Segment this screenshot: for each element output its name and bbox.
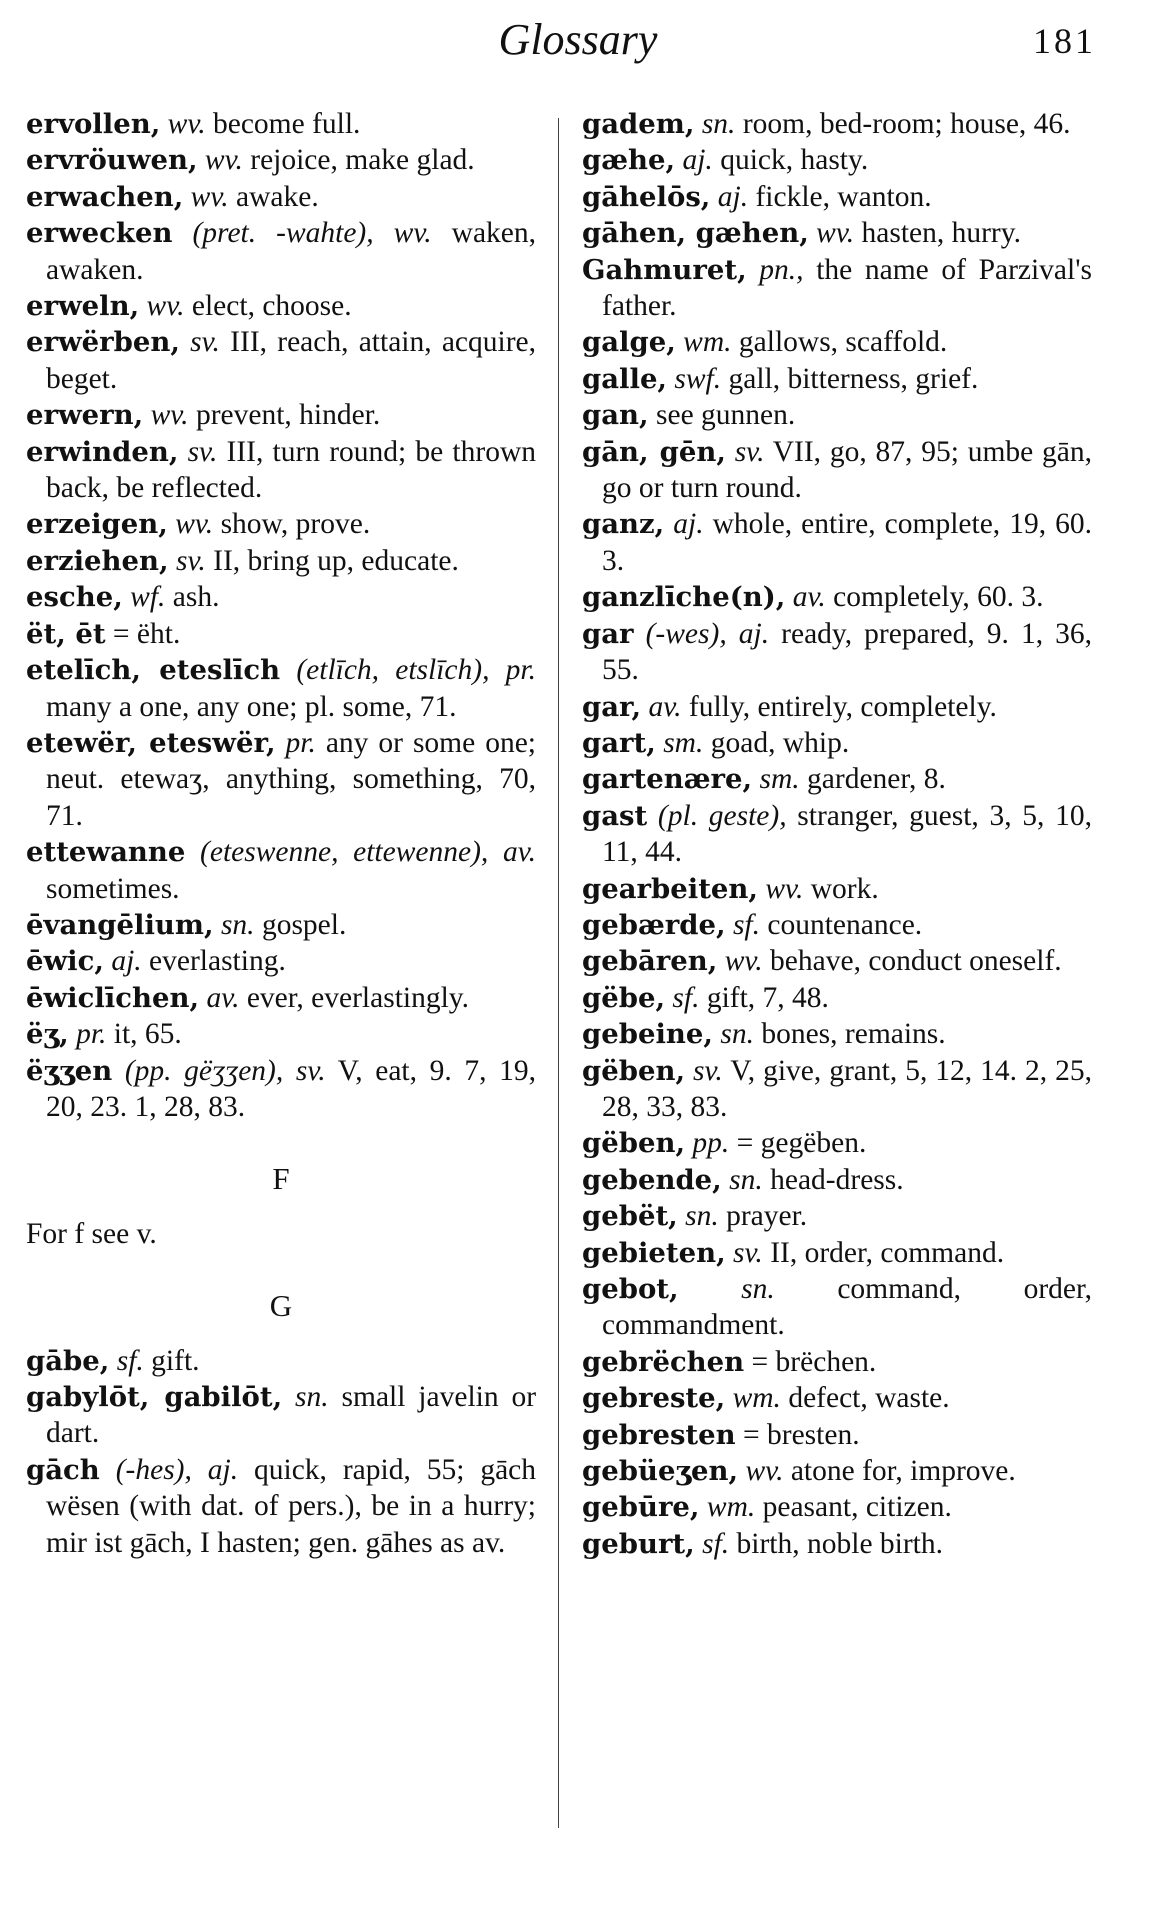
page-title: Glossary [498, 15, 658, 64]
entry-definition: rejoice, make glad. [250, 144, 475, 177]
entry-definition: become full. [212, 108, 361, 140]
entry-grammar: wv. [816, 217, 855, 250]
entry-definition: awake. [236, 180, 319, 213]
entry-definition: VII, go, 87, 95; umbe gān, go or turn round. [602, 435, 1092, 505]
entry-grammar: sv. [733, 1236, 763, 1269]
glossary-entry [26, 1016, 536, 1052]
entry-headword: gebieten, [582, 1236, 726, 1269]
entry-grammar: sm. [759, 763, 800, 796]
entry-grammar: wv. [204, 144, 243, 177]
entry-headword: gebende, [582, 1163, 722, 1196]
glossary-entry [582, 798, 1092, 871]
entry-definition: gospel. [261, 908, 347, 941]
glossary-entry [582, 106, 1092, 142]
entry-headword: gebrëchen [582, 1345, 745, 1378]
entry-definition: elect, choose. [191, 290, 352, 323]
entry-definition: countenance. [767, 908, 923, 941]
entry-definition: any or some one; neut. etewaʒ, anything, something, 70, 71. [46, 726, 536, 832]
entry-grammar: av. [792, 581, 826, 614]
entry-grammar: sm. [663, 726, 704, 759]
glossary-entry [582, 1271, 1092, 1344]
entry-headword: ervollen, [26, 108, 161, 140]
entry-grammar: wm. [706, 1491, 756, 1524]
entry-definition: completely, 60. 3. [833, 581, 1044, 614]
left-entries-b [26, 1343, 536, 1561]
entry-definition: quick, rapid, 55; gāch wësen (with dat. of pers.), be in a hurry; mir ist gāch, I hasten; gen. gāhes as av. [46, 1453, 537, 1559]
entry-headword: gebot, [582, 1273, 679, 1305]
entry-headword: gebūre, [582, 1491, 700, 1524]
entry-headword: gadem, [582, 108, 695, 140]
glossary-entry [582, 1380, 1092, 1416]
glossary-entry [26, 1343, 536, 1379]
entry-definition: ready, prepared, 9. 1, 36, 55. [602, 617, 1093, 687]
entry-headword: gāhelōs, [582, 180, 711, 213]
entry-definition: command, order, commandment. [602, 1273, 1093, 1342]
entry-definition: defect, waste. [788, 1382, 950, 1415]
entry-headword: ganz, [582, 508, 665, 541]
glossary-entry [26, 543, 536, 579]
entry-headword: gebët, [582, 1200, 678, 1233]
entry-headword: ēwiclīchen, [26, 981, 200, 1014]
entry-headword: gast [582, 799, 648, 832]
glossary-entry [26, 1452, 536, 1561]
entry-definition: it, 65. [113, 1018, 182, 1051]
entry-headword: gëben, [582, 1127, 686, 1160]
entry-definition: waken, awaken. [46, 217, 537, 286]
glossary-entry [26, 980, 536, 1016]
entry-grammar: sn. [295, 1381, 329, 1413]
entry-definition: show, prove. [220, 508, 371, 541]
entry-definition: atone for, improve. [790, 1455, 1016, 1488]
entry-grammar: pr. [285, 726, 316, 759]
entry-grammar: aj. [673, 508, 704, 541]
entry-definition: gift. [151, 1344, 200, 1377]
entry-definition: work. [810, 872, 879, 905]
glossary-entry [582, 142, 1092, 178]
entry-headword: Gahmuret, [582, 253, 747, 286]
entry-headword: esche, [26, 581, 123, 614]
page-number: 181 [1033, 21, 1096, 61]
entry-headword: ganzlīche(n), [582, 581, 786, 614]
entry-headword: gëben, [582, 1054, 686, 1087]
entry-grammar: sv. [187, 435, 218, 468]
entry-headword: gān, gēn, [582, 435, 726, 468]
entry-definition: quick, hasty. [720, 144, 869, 177]
glossary-entry [26, 579, 536, 615]
entry-grammar: (pl. geste), [657, 799, 787, 832]
entry-grammar: av. [206, 981, 240, 1014]
entry-grammar: (etlīch, etslīch), pr. [296, 654, 536, 687]
entry-headword: ēvangēlium, [26, 908, 214, 941]
glossary-entry [26, 215, 536, 288]
entry-definition: = ëht. [112, 617, 181, 650]
entry-grammar: sf. [672, 981, 700, 1014]
entry-headword: gan, [582, 399, 649, 432]
glossary-entry [26, 1379, 536, 1452]
glossary-entry [582, 1417, 1092, 1453]
glossary-entry [582, 1235, 1092, 1271]
glossary-entry [582, 871, 1092, 907]
glossary-entry [582, 980, 1092, 1016]
entry-headword: gebreste, [582, 1382, 726, 1415]
glossary-entry [582, 579, 1092, 615]
entry-definition: gallows, scaffold. [738, 326, 948, 359]
entry-definition: birth, noble birth. [736, 1527, 944, 1560]
glossary-entry [26, 943, 536, 979]
glossary-entry [582, 1016, 1092, 1052]
entry-headword: gart, [582, 726, 656, 759]
glossary-entry [582, 1344, 1092, 1380]
entry-grammar: (pp. gëʒʒen), sv. [124, 1054, 326, 1087]
entry-headword: erziehen, [26, 544, 169, 577]
entry-grammar: sf. [116, 1344, 144, 1377]
entry-definition: head-dress. [770, 1163, 904, 1196]
entry-definition: prayer. [726, 1200, 808, 1233]
entry-grammar: aj. [682, 144, 713, 177]
glossary-entry [26, 106, 536, 142]
entry-headword: ervröuwen, [26, 144, 198, 177]
entry-headword: gabylōt, gabilōt, [26, 1381, 283, 1413]
entry-definition: = gegëben. [736, 1127, 867, 1160]
glossary-entry [582, 907, 1092, 943]
entry-headword: etewër, eteswër, [26, 726, 276, 759]
glossary-entry [582, 1198, 1092, 1234]
entry-headword: etelīch, eteslīch [26, 654, 281, 687]
entry-definition: hasten, hurry. [861, 217, 1021, 250]
glossary-entry [26, 725, 536, 834]
glossary-entry [26, 142, 536, 178]
glossary-entry [582, 324, 1092, 360]
right-column [582, 106, 1092, 1562]
entry-headword: gar, [582, 690, 642, 723]
glossary-entry [26, 907, 536, 943]
entry-definition: II, bring up, educate. [213, 544, 459, 577]
entry-headword: geburt, [582, 1527, 695, 1560]
entry-grammar: sn. [729, 1163, 763, 1196]
glossary-entry [26, 616, 536, 652]
entry-headword: gāch [26, 1453, 100, 1486]
entry-grammar: pr. [76, 1018, 107, 1051]
entry-headword: gebeine, [582, 1018, 713, 1051]
entry-headword: gartenære, [582, 763, 753, 796]
entry-grammar: sv. [693, 1054, 723, 1087]
entry-headword: erwinden, [26, 435, 179, 468]
left-column [26, 106, 536, 1561]
glossary-entry [26, 1053, 536, 1126]
glossary-entry [582, 1453, 1092, 1489]
entry-grammar: wv. [190, 180, 229, 213]
glossary-entry [26, 288, 536, 324]
entry-definition: ever, everlastingly. [246, 981, 470, 1014]
glossary-entry [582, 506, 1092, 579]
glossary-entry [582, 1526, 1092, 1562]
section-letter-f: F [272, 1161, 290, 1197]
entry-headword: ëʒʒen [26, 1054, 113, 1087]
glossary-entry [582, 943, 1092, 979]
entry-grammar: sn. [701, 108, 736, 140]
entry-headword: erwachen, [26, 180, 184, 213]
glossary-entry [26, 179, 536, 215]
glossary-entry [582, 616, 1092, 689]
entry-definition: II, order, command. [770, 1236, 1005, 1269]
entry-grammar: wv. [765, 872, 804, 905]
entry-definition: ash. [172, 581, 220, 614]
entry-grammar: sf. [732, 908, 760, 941]
glossary-entry [582, 1125, 1092, 1161]
entry-grammar: swf. [674, 362, 722, 395]
entry-definition: gall, bitterness, grief. [728, 362, 979, 395]
entry-definition: goad, whip. [710, 726, 850, 759]
entry-headword: ët, ēt [26, 617, 106, 650]
entry-definition: V, eat, 9. 7, 19, 20, 23. 1, 28, 83. [46, 1054, 536, 1123]
glossary-entry [582, 1489, 1092, 1525]
entry-headword: gābe, [26, 1344, 110, 1377]
entry-headword: gebærde, [582, 908, 726, 941]
column-divider [558, 118, 559, 1828]
entry-definition: behave, conduct oneself. [770, 945, 1062, 978]
entry-grammar: sn. [220, 908, 255, 941]
entry-definition: the name of Parzival's father. [602, 253, 1093, 323]
entry-definition: small javelin or dart. [46, 1381, 537, 1450]
entry-headword: erwern, [26, 399, 144, 432]
glossary-entry [26, 652, 536, 725]
entry-grammar: wm. [732, 1382, 781, 1415]
entry-grammar: (pret. -wahte), wv. [192, 217, 432, 250]
entry-definition: = brëchen. [751, 1345, 877, 1378]
entry-definition: whole, entire, complete, 19, 60. 3. [602, 508, 1092, 577]
entry-grammar: pp. [692, 1127, 730, 1160]
glossary-entry [26, 506, 536, 542]
entry-definition: everlasting. [149, 945, 286, 978]
entry-grammar: wv. [146, 290, 185, 323]
entry-grammar: wf. [130, 581, 166, 614]
entry-headword: ēwic, [26, 945, 104, 978]
right-entries [582, 106, 1092, 1562]
glossary-entry [26, 397, 536, 433]
entry-definition: peasant, citizen. [762, 1491, 952, 1524]
entry-definition: sometimes. [46, 872, 180, 905]
left-entries-a [26, 106, 536, 1125]
entry-grammar: aj. [111, 945, 142, 978]
entry-headword: gebresten [582, 1418, 736, 1451]
glossary-entry [582, 434, 1092, 507]
entry-headword: galge, [582, 326, 676, 359]
entry-grammar: sv. [190, 326, 220, 359]
glossary-entry [26, 434, 536, 507]
entry-grammar: wv. [167, 108, 206, 140]
entry-headword: ettewanne [26, 836, 186, 869]
entry-grammar: wm. [683, 326, 732, 359]
entry-grammar: sv. [175, 544, 206, 577]
glossary-entry [582, 725, 1092, 761]
entry-headword: erwërben, [26, 326, 180, 359]
entry-definition: room, bed-room; house, 46. [742, 108, 1071, 140]
entry-definition: fickle, wanton. [755, 180, 932, 213]
entry-grammar: wv. [175, 508, 214, 541]
entry-grammar: (eteswenne, ettewenne), av. [200, 836, 536, 869]
entry-headword: erweln, [26, 290, 140, 323]
glossary-entry [582, 761, 1092, 797]
entry-definition: see gunnen. [656, 399, 796, 432]
entry-grammar: sn. [685, 1200, 719, 1233]
entry-headword: gæhe, [582, 144, 676, 177]
glossary-entry [582, 252, 1092, 325]
entry-definition: prevent, hinder. [195, 399, 381, 432]
glossary-entry [26, 834, 536, 907]
entry-definition: many a one, any one; pl. some, 71. [46, 690, 457, 723]
cross-reference-note: For f see v. [26, 1217, 157, 1250]
entry-grammar: wv. [724, 945, 763, 978]
glossary-entry [582, 215, 1092, 251]
entry-definition: stranger, guest, 3, 5, 10, 11, 44. [602, 799, 1092, 869]
entry-headword: gar [582, 617, 634, 650]
glossary-entry [582, 1053, 1092, 1126]
entry-grammar: sf. [702, 1527, 730, 1560]
entry-grammar: (-wes), aj. [645, 617, 770, 650]
entry-definition: gift, 7, 48. [706, 981, 829, 1014]
entry-headword: ëʒ, [26, 1018, 69, 1051]
glossary-entry [582, 689, 1092, 725]
entry-headword: gebāren, [582, 945, 718, 978]
entry-headword: galle, [582, 362, 668, 395]
entry-headword: gāhen, gæhen, [582, 217, 809, 250]
section-letter-g: G [269, 1288, 293, 1324]
entry-headword: gearbeiten, [582, 872, 758, 905]
entry-headword: gebüeʒen, [582, 1455, 739, 1488]
entry-grammar: wv. [150, 399, 189, 432]
entry-definition: gardener, 8. [807, 763, 946, 796]
entry-grammar: sn. [720, 1018, 754, 1051]
entry-definition: V, give, grant, 5, 12, 14. 2, 25, 28, 33, 83. [602, 1054, 1093, 1123]
entry-grammar: (-hes), aj. [115, 1453, 239, 1486]
entry-definition: III, turn round; be thrown back, be reflected. [46, 435, 536, 505]
entry-headword: erwecken [26, 217, 173, 250]
glossary-entry [582, 179, 1092, 215]
entry-definition: III, reach, attain, acquire, beget. [46, 326, 537, 395]
glossary-entry [26, 324, 536, 397]
entry-headword: gëbe, [582, 981, 666, 1014]
glossary-entry [582, 1162, 1092, 1198]
entry-definition: fully, entirely, completely. [688, 690, 997, 723]
entry-definition: = bresten. [743, 1418, 860, 1451]
entry-grammar: sn. [741, 1273, 775, 1305]
entry-grammar: aj. [717, 180, 749, 213]
entry-grammar: wv. [745, 1455, 784, 1488]
glossary-entry [582, 397, 1092, 433]
entry-definition: bones, remains. [761, 1018, 946, 1051]
entry-grammar: sv. [734, 435, 765, 468]
entry-grammar: pn., [759, 253, 804, 286]
glossary-entry [582, 361, 1092, 397]
entry-grammar: av. [648, 690, 682, 723]
entry-headword: erzeigen, [26, 508, 168, 541]
